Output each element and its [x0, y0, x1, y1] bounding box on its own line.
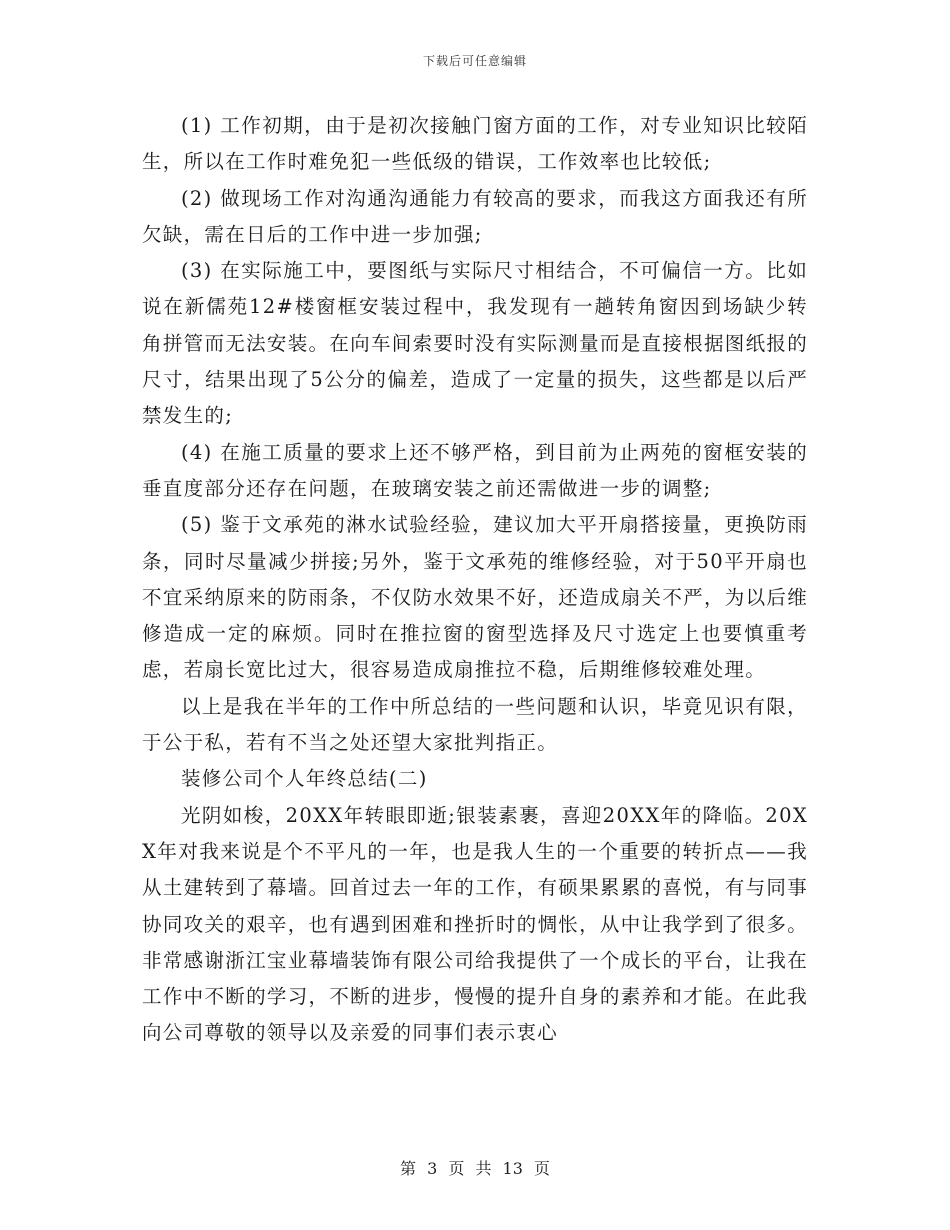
paragraph-item-3: (3) 在实际施工中，要图纸与实际尺寸相结合，不可偏信一方。比如说在新儒苑12#楼窗框安装过程中，我发现有一趟转角窗因到场缺少转角拼管而无法安装。在向车间索要时没有实际测量而是直接根据图纸报的尺寸，结果出现了5公分的偏差，造成了一定量的损失，这些都是以后严禁发生的;	[142, 259, 808, 428]
document-body	[142, 108, 808, 1052]
page-header: 下载后可任意编辑	[422, 54, 527, 68]
page-footer: 第 3 页 共 13 页	[400, 1159, 550, 1178]
paragraph-item-2: (2) 做现场工作对沟通沟通能力有较高的要求，而我这方面我还有所欠缺，需在日后的工作中进一步加强;	[142, 186, 808, 246]
section-paragraph: 光阴如梭，20XX年转眼即逝;银装素裹，喜迎20XX年的降临。20XX年对我来说是个不平凡的一年，也是我人生的一个重要的转折点——我从土建转到了幕墙。回首过去一年的工作，有硕果累累的喜悦，有与同事协同攻关的艰辛，也有遇到困难和挫折时的惆怅，从中让我学到了很多。非常感谢浙江宝业幕墙装饰有限公司给我提供了一个成长的平台，让我在工作中不断的学习，不断的进步，慢慢的提升自身的素养和才能。在此我向公司尊敬的领导以及亲爱的同事们表示衷心	[142, 803, 808, 1045]
paragraph-item-5: (5) 鉴于文承苑的淋水试验经验，建议加大平开扇搭接量，更换防雨条，同时尽量减少拼接;另外，鉴于文承苑的维修经验，对于50平开扇也不宜采纳原来的防雨条，不仅防水效果不好，还造成扇关不严，为以后维修造成一定的麻烦。同时在推拉窗的窗型选择及尺寸选定上也要慎重考虑，若扇长宽比过大，很容易造成扇推拉不稳，后期维修较难处理。	[142, 513, 808, 682]
paragraph-item-1: (1) 工作初期，由于是初次接触门窗方面的工作，对专业知识比较陌生，所以在工作时难免犯一些低级的错误，工作效率也比较低;	[142, 114, 808, 174]
paragraph-item-4: (4) 在施工质量的要求上还不够严格，到目前为止两苑的窗框安装的垂直度部分还存在问题，在玻璃安装之前还需做进一步的调整;	[142, 440, 808, 500]
section-title: 装修公司个人年终总结(二)	[181, 767, 428, 791]
closing-paragraph: 以上是我在半年的工作中所总结的一些问题和认识，毕竟见识有限，于公于私，若有不当之处还望大家批判指正。	[142, 694, 808, 755]
